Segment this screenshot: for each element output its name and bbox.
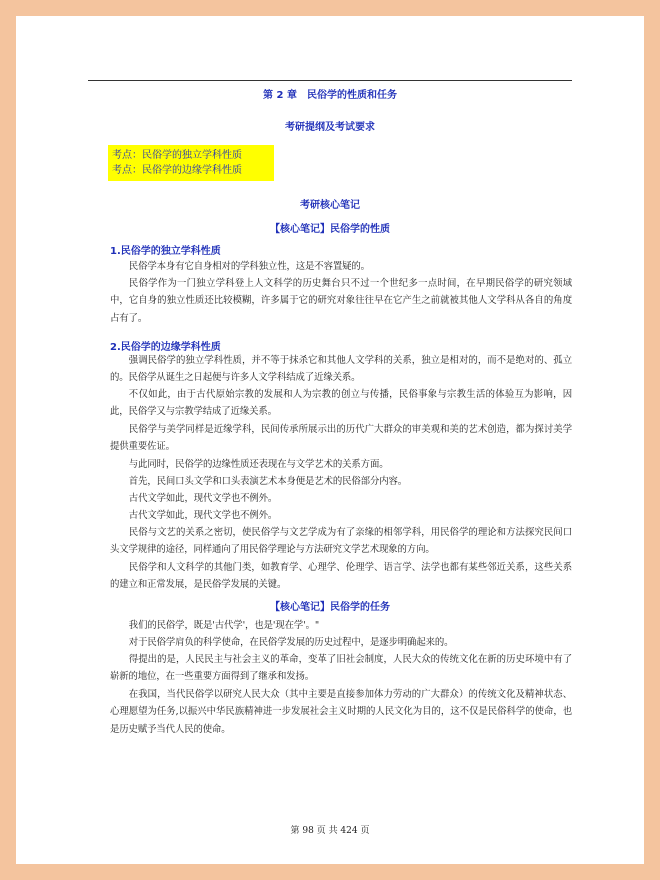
paragraph: 民俗学与美学同样是近缘学科，民间传承所展示出的历代广大群众的审美观和美的艺术创造，都为探讨美学提供重要佐证。	[110, 424, 572, 453]
paragraph: 与此同时，民俗学的边缘性质还表现在与文学艺术的关系方面。	[128, 459, 389, 470]
paragraph: 古代文学如此，现代文学也不例外。	[128, 493, 278, 504]
paragraph: 强调民俗学的独立学科性质，并不等于抹杀它和其他人文学科的关系，独立是相对的，而不是绝对的、孤立的。民俗学从诞生之日起便与许多人文学科结成了近缘关系。	[110, 355, 572, 384]
section-heading-independent: 1.民俗学的独立学科性质	[110, 246, 221, 257]
paragraph: 首先，民间口头文学和口头表演艺术本身便是艺术的民俗部分内容。	[128, 476, 408, 487]
document-page	[16, 16, 644, 864]
syllabus-title: 考研提纲及考试要求	[285, 122, 375, 133]
key-points-box	[108, 145, 274, 181]
note-title-task: 【核心笔记】民俗学的任务	[270, 602, 390, 613]
paragraph: 民俗学作为一门独立学科登上人文科学的历史舞台只不过一个世纪多一点时间，在早期民俗学的研究领域中，它自身的独立性质还比较模糊，许多属于它的研究对象往往早在它产生之前就被其他人文学科从各自的角度占有了。	[110, 278, 572, 324]
key-point: 考点：民俗学的独立学科性质	[112, 150, 242, 161]
chapter-title: 第 2 章 民俗学的性质和任务	[263, 90, 397, 101]
page-footer: 第 98 页 共 424 页	[290, 826, 370, 836]
notes-title: 考研核心笔记	[300, 200, 360, 211]
paragraph: 我们的民俗学，既是'古代学'，也是'现在学'。"	[128, 620, 320, 631]
paragraph: 民俗学和人文科学的其他门类，如教育学、心理学、伦理学、语言学、法学也都有某些邻近关系，这些关系的建立和正常发展，是民俗学发展的关键。	[110, 562, 572, 591]
paragraph: 民俗学本身有它自身相对的学科独立性，这是不容置疑的。	[128, 261, 370, 272]
paragraph: 古代文学如此，现代文学也不例外。	[128, 510, 278, 521]
section-heading-marginal: 2.民俗学的边缘学科性质	[110, 342, 221, 353]
paragraph: 不仅如此，由于古代原始宗教的发展和人为宗教的创立与传播，民俗事象与宗教生活的体验互为影响，因此，民俗学又与宗教学结成了近缘关系。	[110, 389, 572, 418]
header-rule	[88, 80, 572, 81]
paragraph: 民俗与文艺的关系之密切，使民俗学与文艺学成为有了亲缘的相邻学科，用民俗学的理论和方法探究民间口头文学规律的途径，同样通向了用民俗学理论与方法研究文学艺术现象的方向。	[110, 527, 572, 556]
paragraph: 对于民俗学肩负的科学使命，在民俗学发展的历史过程中，是逐步明确起来的。	[128, 637, 454, 648]
key-point: 考点：民俗学的边缘学科性质	[112, 165, 242, 176]
paragraph: 在我国，当代民俗学以研究人民大众（其中主要是直接参加体力劳动的广大群众）的传统文化及精神状态、心理愿望为任务,以振兴中华民族精神进一步发展社会主义时期的人民文化为目的，这不仅是民俗科学的使命，也是历史赋予当代人民的使命。	[110, 689, 572, 735]
paragraph: 得提出的是，人民民主与社会主义的革命，变革了旧社会制度，人民大众的传统文化在新的历史环境中有了崭新的地位，在一些重要方面得到了继承和发扬。	[110, 654, 572, 683]
note-title-nature: 【核心笔记】民俗学的性质	[270, 224, 390, 235]
